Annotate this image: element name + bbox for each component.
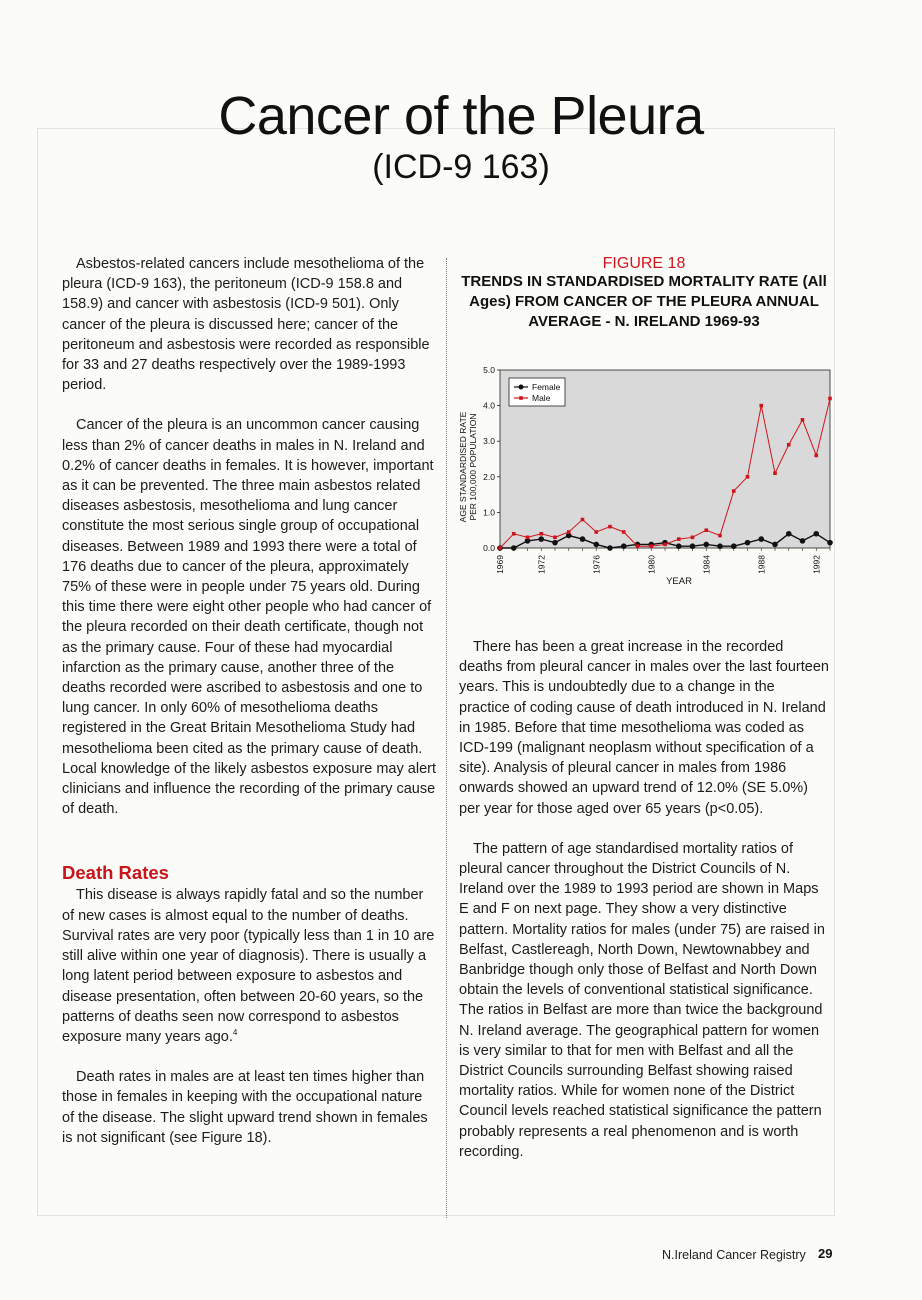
y-axis-label: AGE STANDARDISED RATE [458, 411, 468, 523]
data-point-female [511, 545, 517, 551]
x-tick-label: 1980 [646, 555, 657, 574]
legend-entry: Female [532, 382, 561, 392]
data-point-male [649, 544, 653, 548]
reference-marker: 4 [232, 1028, 238, 1038]
y-tick-label: 0.0 [483, 543, 495, 553]
data-point-male [636, 544, 640, 548]
data-point-female [676, 543, 682, 549]
data-point-male [539, 532, 543, 536]
body-paragraph: Cancer of the pleura is an uncommon cancer causing less than 2% of cancer deaths in males in N. Ireland and 0.2% of cancer deaths in females. It is however, important as it can be prevented. The three main asbestos related diseases asbestosis, mesothelioma and lung cancer constitute the most serious single group of occupational diseases. Between 1989 and 1993 there were a total of 176 deaths due to cancer of the pleura, approximately 75% of these were in people under 75 years old. During this time there were eight other people who had cancer of the pleura recorded on their death certificate, though not as the primary cause. Four of these had myocardial infarction as the primary cause, another three of the deaths recorded were ascribed to asbestosis and one to lung cancer. In only 60% of mesothelioma deaths registered in the Great Britain Mesothelioma Study had mesothelioma been cited as the primary cause of death. Local knowledge of the likely asbestos exposure may alert clinicians and influence the recording of the primary cause of death. [62, 417, 436, 818]
footer-registry: N.Ireland Cancer Registry [662, 1248, 806, 1262]
data-point-male [746, 475, 750, 479]
y-tick-label: 3.0 [483, 436, 495, 447]
death-rates-text: This disease is always rapidly fatal and so the number of new cases is almost equal to the number of deaths. Survival rates are very poor (typically less than 1 in 10 are still alive within one year of diagnosis). There is usually a long latent period between exposure to asbestos and disease presentation, often between 20-60 years, so the patterns of deaths seen now correspond to asbestos exposure many years ago. [62, 887, 435, 1045]
trend-paragraph: There has been a great increase in the recorded deaths from pleural cancer in males over the last fourteen years. This is undoubtedly due to a change in the practice of coding cause of death introduced in N. Ireland in 1985. Before that time mesothelioma was coded as ICD-199 (malignant neoplasm without specification of a site). Analysis of pleural cancer in males from 1986 onwards showed an upward trend of 12.0% (SE 5.0%) per year for those aged over 65 years (p<0.05). [459, 639, 829, 817]
data-point-male [512, 532, 516, 536]
data-point-male [828, 397, 832, 401]
data-point-female [745, 540, 751, 546]
trend-chart [452, 360, 837, 592]
section-heading-death-rates: Death Rates [62, 862, 169, 884]
data-point-female [703, 542, 709, 548]
y-tick-label: 1.0 [483, 507, 495, 518]
left-column [62, 254, 438, 1168]
data-point-female [538, 536, 544, 542]
legend-marker [519, 396, 523, 400]
y-tick-label: 5.0 [483, 365, 495, 375]
data-point-female [552, 540, 558, 546]
data-point-male [691, 536, 695, 540]
legend-marker [519, 385, 524, 390]
data-point-female [827, 540, 833, 546]
x-tick-label: 1984 [701, 555, 712, 574]
data-point-male [814, 454, 818, 458]
data-point-male [594, 530, 598, 534]
data-point-male [801, 418, 805, 422]
data-point-female [813, 531, 819, 537]
data-point-male [567, 530, 571, 534]
data-point-female [800, 538, 806, 544]
data-point-male [553, 536, 557, 540]
x-tick-label: 1992 [811, 555, 822, 574]
column-divider [446, 258, 447, 1218]
x-tick-label: 1969 [495, 555, 505, 574]
data-point-female [607, 545, 613, 551]
data-point-male [704, 528, 708, 532]
data-point-male [773, 471, 777, 475]
intro-paragraph: Asbestos-related cancers include mesothelioma of the pleura (ICD-9 163), the peritoneum (ICD-9 158.8 and 158.9) and cancer with asbestosis (ICD-9 501). Only cancer of the pleura is discussed here; cancer of the peritoneum and asbestosis were recorded as responsible for 33 and 27 deaths respectively over the 1989-1993 period. [62, 256, 430, 394]
page-subtitle: (ICD-9 163) [372, 148, 550, 186]
x-tick-label: 1976 [591, 555, 602, 574]
data-point-male [663, 543, 667, 547]
x-tick-label: 1988 [756, 555, 767, 574]
x-tick-label: 1972 [536, 555, 547, 574]
legend-entry: Male [532, 393, 551, 403]
x-axis-label: YEAR [666, 576, 692, 587]
data-point-male [732, 489, 736, 493]
data-point-female [786, 531, 792, 537]
death-rates-paragraph-1 [62, 885, 438, 1047]
figure-label: FIGURE 18 [602, 255, 686, 272]
data-point-female [731, 543, 737, 549]
data-point-male [718, 534, 722, 538]
data-point-male [608, 525, 612, 529]
y-tick-label: 2.0 [483, 471, 495, 482]
page-title: Cancer of the Pleura [218, 86, 704, 146]
data-point-female [772, 542, 778, 548]
data-point-female [621, 543, 627, 549]
figure-title: TRENDS IN STANDARDISED MORTALITY RATE (All Ages) FROM CANCER OF THE PLEURA ANNUAL AVERAGE - N. IRELAND 1969-93 [461, 273, 827, 330]
right-column [459, 637, 829, 1182]
data-point-male [498, 546, 502, 550]
data-point-female [593, 542, 599, 548]
data-point-female [758, 536, 764, 542]
data-point-female [717, 543, 723, 549]
data-point-male [759, 404, 763, 408]
data-point-female [690, 543, 696, 549]
page-number: 29 [818, 1246, 833, 1261]
data-point-male [526, 536, 530, 540]
data-point-male [787, 443, 791, 447]
district-paragraph: The pattern of age standardised mortality ratios of pleural cancer throughout the District Councils of N. Ireland over the 1989 to 1993 period are shown in Maps E and F on next page. They show a very distinctive pattern. Mortality ratios for males (under 75) are raised in Belfast, Castlereagh, North Down, Newtownabbey and Banbridge though only those of Belfast and North Down obtain the levels of conventional statistical significance. The ratios in Belfast are more than twice the background N. Ireland average. The geographical pattern for women is very similar to that for men with Belfast and all the District Councils surrounding Belfast showing raised mortality ratios. While for women none of the District Council levels reached statistical significance the pattern probably represents a real phenomenon and is worth recording. [459, 840, 825, 1160]
data-point-male [677, 537, 681, 541]
data-point-female [580, 536, 586, 542]
y-axis-label: PER 100,000 POPULATION [468, 413, 478, 521]
data-point-male [581, 518, 585, 522]
data-point-male [622, 530, 626, 534]
death-rates-paragraph-2: Death rates in males are at least ten times higher than those in females in keeping with the occupational nature of the disease. The slight upward trend shown in females is not significant (see Figure 18). [62, 1069, 428, 1146]
y-tick-label: 4.0 [483, 400, 495, 411]
